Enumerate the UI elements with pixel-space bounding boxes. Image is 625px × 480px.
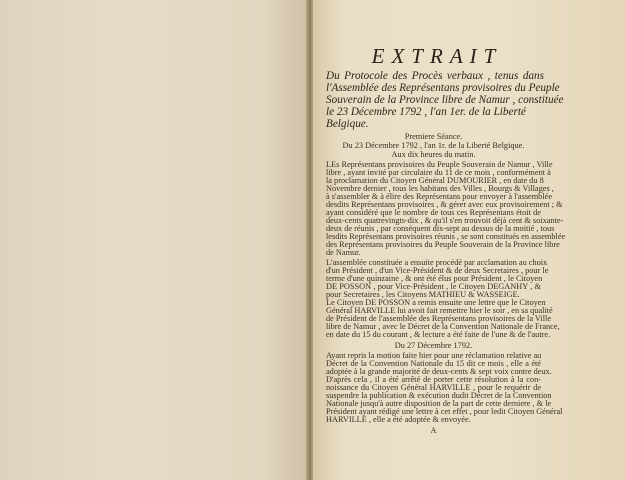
signature-mark: A [430,426,437,435]
date-heading: Du 27 Décembre 1792. [394,341,473,350]
session-heading: Premiere Séance. [404,132,463,141]
subtitle-line: Belgique. [326,118,369,130]
body-line: pour Secretaires , les Citoyens MATHIEU & WASSEIGE. [326,290,520,299]
body-line: libre , ayant invité par circulaire du 11 de ce mois , conformément à [326,168,551,177]
body-line: à s'assembler & à élire des Représentans pour envoyer à l'assemblée [326,192,553,201]
body-line: de Namur. [326,248,361,257]
body-line: Décret de la Convention Nationale du 15 dit ce mois , elle a été [326,359,541,368]
body-line: en date du 15 du courant , & lecture a été faite de l'une & de l'autre. [326,330,551,339]
body-line: deux-cents quatrevingts-dix , & qu'il s'en trouvoit déjà cent & soixante- [326,216,564,225]
subtitle-line: Du Protocole des Procès verbaux , tenus dans [326,70,544,82]
document-body [326,70,566,435]
document-title: EXTRAIT [371,44,503,68]
date-heading: Du 23 Décembre 1792 , l'an 1r. de la Liberté Belgique. [342,141,525,150]
body-line: deux de réunis , par conséquent dix-sept au dessus de la moitié , tous [326,224,555,233]
body-line: L'assemblée constituée a ensuite procédé par acclamation au choix [326,258,548,267]
body-line: terme d'une quinzaine , & ont été élus pour Président , le Citoyen [326,274,543,283]
body-line: de Président de l'assemblée des Représentans provisoires de la Ville [326,314,552,323]
time-heading: Aux dix heures du matin. [391,150,476,159]
body-line: D'après cela , il a été arrêté de porter cette résolution à la con- [326,375,541,384]
subtitle-line: le 23 Décembre 1792 , l'an 1er. de la Liberté [326,106,526,118]
body-line: desdits Représentans provisoires , & gérer avec eux provisoirement ; & [326,200,563,209]
body-line: Président ayant rédigé une lettre à cet effet , pour ledit Citoyen Général [326,407,563,416]
body-line: Novembre dernier , tous les habitans des Villes , Bourgs & Villages , [326,184,554,193]
body-line: lesdits Représentans provisoires réunis , se sont constitués en assemblée [326,232,566,241]
body-line: LEs Représentans provisoires du Peuple Souverain de Namur , Ville [326,160,553,169]
body-line: d'un Président , d'un Vice-Président & de deux Secretaires , pour le [326,266,549,275]
body-line: Le Citoyen DE POSSON a remis ensuite une lettre que le Citoyen [326,298,546,307]
subtitle-line: l'Assemblée des Représentans provisoires du Peuple [326,82,560,94]
body-line: suspendre la publication & exécution dudit Décret de la Convention [326,391,552,400]
body-line: DE POSSON , pour Vice-Président , le Citoyen DEGANHY , & [326,282,541,291]
body-line: adoptée à la grande majorité de deux-cents & sept voix contre deux. [326,367,552,376]
body-line: des Représentans provisoires du Peuple Souverain de la Province libre [326,240,560,249]
body-line: Général HARVILLE lui avoit fait remettre hier le soir , en sa qualité [326,306,553,315]
body-line: Ayant repris la motion faite hier pour une réclamation relative au [326,351,542,360]
body-line: ayant considéré que le nombre de tous ces Représentans étoit de [326,208,541,217]
blank-left-page [0,0,310,480]
body-line: noissance du Citoyen Général HARVILLE , pour le requérir de [326,383,541,392]
body-line: HARVILLE , elle a été adoptée & envoyée. [326,415,471,424]
subtitle-line: Souverain de la Province libre de Namur , constituée [326,94,564,106]
body-line: la proclamation du Citoyen Général DUMOURIER , en date du 8 [326,176,544,185]
body-line: libre de Namur , avec le Décret de la Convention Nationale de France, [326,322,560,331]
body-line: Nationale jusqu'à autre disposition de la part de cette derniere , & le [326,399,552,408]
